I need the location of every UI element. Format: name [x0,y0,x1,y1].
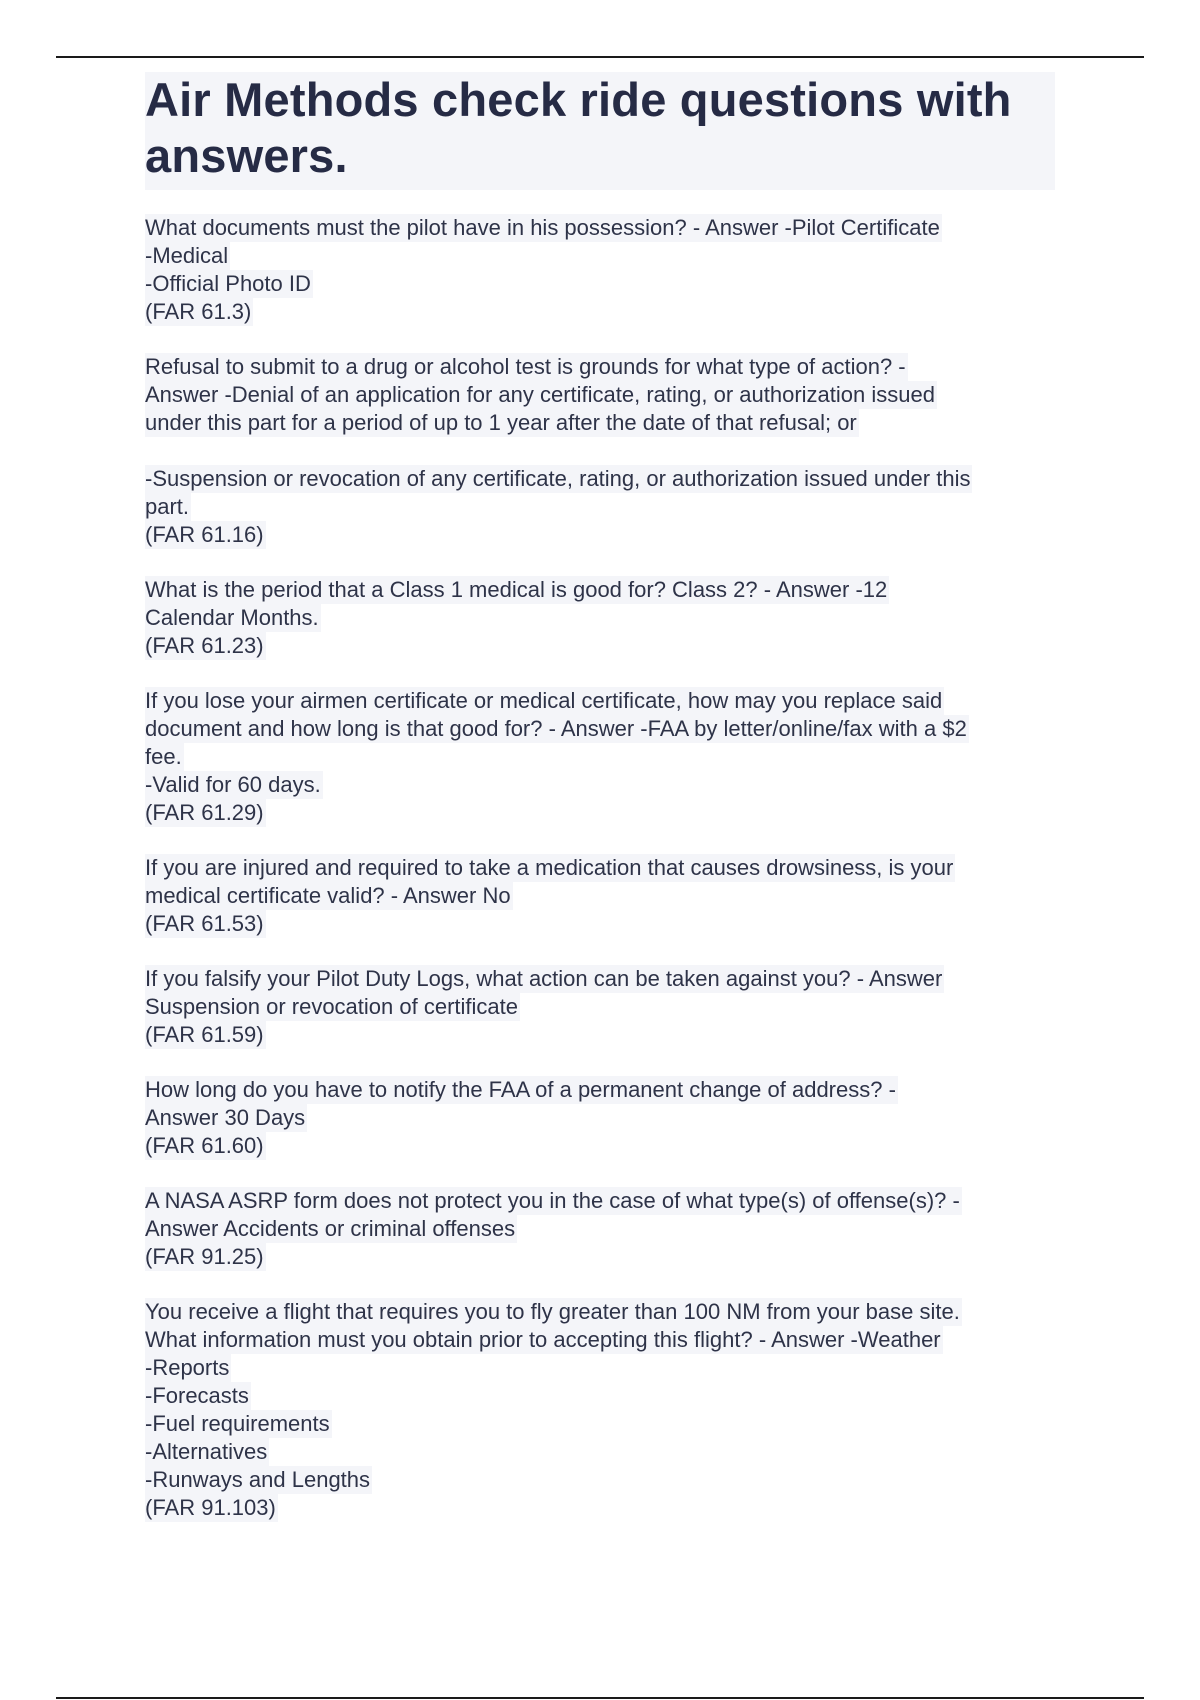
qa-line-row [145,1215,1055,1243]
qa-line: (FAR 61.23) [145,633,264,658]
qa-line: If you are injured and required to take a medication that causes drowsiness, is your [145,855,954,880]
qa-line-row [145,521,1055,549]
qa-line: medical certificate valid? - Answer No [145,883,511,908]
qa-line: (FAR 61.16) [145,522,264,547]
qa-line: If you lose your airmen certificate or medical certificate, how may you replace said [145,688,943,713]
qa-line: (FAR 91.25) [145,1244,264,1269]
qa-line: Suspension or revocation of certificate [145,994,518,1019]
qa-line-row [145,409,1055,437]
qa-line: (FAR 61.59) [145,1022,264,1047]
qa-line-row [145,1243,1055,1271]
qa-line-row [145,242,1055,270]
qa-line: (FAR 61.29) [145,800,264,825]
qa-line: under this part for a period of up to 1 year after the date of that refusal; or [145,410,857,435]
qa-entry [145,353,1055,549]
qa-line: -Fuel requirements [145,1411,330,1436]
qa-line: Answer Accidents or criminal offenses [145,1216,516,1241]
qa-line-row [145,854,1055,882]
qa-line-row [145,965,1055,993]
qa-line: If you falsify your Pilot Duty Logs, what action can be taken against you? - Answer [145,966,943,991]
qa-line: -Medical [145,243,229,268]
qa-line-row [145,1021,1055,1049]
qa-line-row [145,632,1055,660]
qa-line-row [145,799,1055,827]
qa-line: Answer -Denial of an application for any certificate, rating, or authorization issued [145,382,935,407]
qa-line-row [145,576,1055,604]
qa-line: part. [145,494,190,519]
qa-line-row [145,604,1055,632]
qa-line-row [145,1104,1055,1132]
qa-line: You receive a flight that requires you to fly greater than 100 NM from your base site. [145,1299,960,1324]
qa-line: -Reports [145,1355,230,1380]
qa-entry [145,1187,1055,1271]
paragraph-gap [145,437,1055,465]
qa-line-row [145,743,1055,771]
bottom-rule [56,1697,1144,1699]
qa-line: -Valid for 60 days. [145,772,321,797]
qa-line-row [145,298,1055,326]
qa-entry [145,1298,1055,1522]
qa-line: What is the period that a Class 1 medical is good for? Class 2? - Answer -12 [145,577,888,602]
qa-line: -Forecasts [145,1383,249,1408]
qa-line: Calendar Months. [145,605,319,630]
qa-entry [145,965,1055,1049]
qa-line: -Official Photo ID [145,271,311,296]
qa-line-row [145,1438,1055,1466]
qa-line: (FAR 91.103) [145,1495,276,1520]
qa-list [145,214,1055,1522]
qa-line-row [145,1076,1055,1104]
qa-line-row [145,1354,1055,1382]
qa-line-row [145,1298,1055,1326]
qa-line-row [145,270,1055,298]
qa-line: -Runways and Lengths [145,1467,371,1492]
qa-line: Answer 30 Days [145,1105,306,1130]
qa-line-row [145,715,1055,743]
document-page [145,72,1055,1549]
qa-line: (FAR 61.3) [145,299,252,324]
top-rule [56,56,1144,58]
qa-line-row [145,771,1055,799]
qa-line-row [145,465,1055,493]
qa-line: A NASA ASRP form does not protect you in the case of what type(s) of offense(s)? - [145,1188,960,1213]
qa-line-row [145,687,1055,715]
qa-line-row [145,214,1055,242]
qa-entry [145,1076,1055,1160]
qa-line: What information must you obtain prior to accepting this flight? - Answer -Weather [145,1327,941,1352]
qa-line: fee. [145,744,182,769]
qa-line-row [145,1132,1055,1160]
qa-line-row [145,1410,1055,1438]
qa-line-row [145,1494,1055,1522]
title-line-1: Air Methods check ride questions with [145,73,1012,126]
qa-line-row [145,993,1055,1021]
qa-entry [145,687,1055,827]
qa-line-row [145,882,1055,910]
qa-entry [145,576,1055,660]
title-line-2: answers. [145,129,348,182]
qa-line: document and how long is that good for? - Answer -FAA by letter/online/fax with a $2 [145,716,967,741]
qa-line-row [145,1187,1055,1215]
qa-line-row [145,353,1055,381]
qa-line: -Suspension or revocation of any certificate, rating, or authorization issued under this [145,466,971,491]
qa-line-row [145,1466,1055,1494]
qa-line: How long do you have to notify the FAA of a permanent change of address? - [145,1077,896,1102]
qa-line: (FAR 61.60) [145,1133,264,1158]
title-block [145,72,1055,190]
qa-line: -Alternatives [145,1439,268,1464]
qa-line: Refusal to submit to a drug or alcohol test is grounds for what type of action? - [145,354,906,379]
qa-line-row [145,910,1055,938]
qa-entry [145,854,1055,938]
qa-line: What documents must the pilot have in his possession? - Answer -Pilot Certificate [145,215,940,240]
qa-line-row [145,381,1055,409]
qa-line: (FAR 61.53) [145,911,264,936]
document-title [145,72,1037,184]
qa-line-row [145,493,1055,521]
qa-entry [145,214,1055,326]
qa-line-row [145,1382,1055,1410]
qa-line-row [145,1326,1055,1354]
